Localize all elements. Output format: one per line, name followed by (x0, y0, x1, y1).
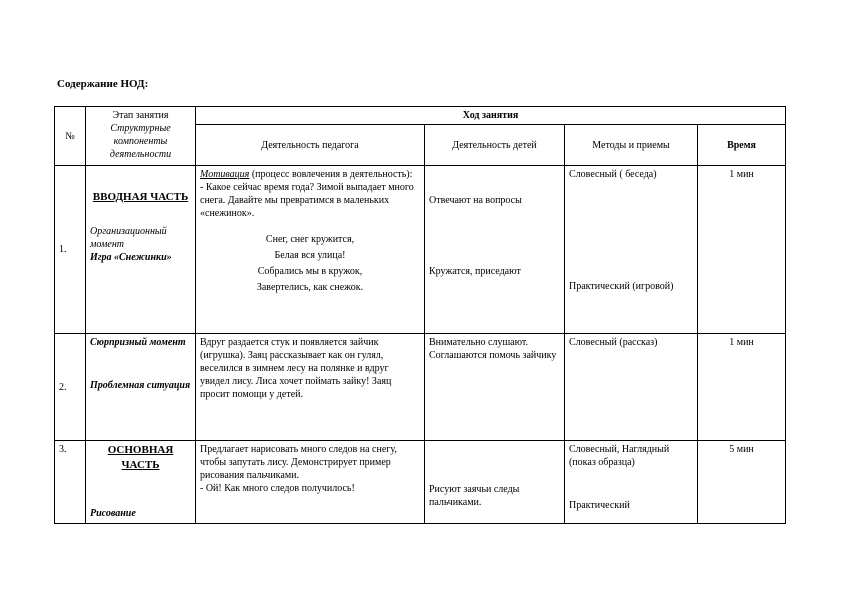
header-children: Деятельность детей (425, 125, 565, 166)
time-cell: 1 мин (698, 166, 786, 334)
teacher-cell (196, 166, 425, 334)
header-num: № (55, 107, 86, 166)
motivation-rest: (процесс вовлечения в деятельность): (249, 169, 413, 180)
time-cell: 1 мин (698, 334, 786, 441)
methods-text: Практический (игровой) (569, 281, 674, 292)
children-text: Кружатся, приседают (429, 266, 521, 277)
motivation-label: Мотивация (200, 169, 250, 180)
header-stage-sub: Структурные компоненты деятельности (109, 123, 172, 160)
teacher-text2: - Ой! Как много следов получилось! (200, 483, 355, 494)
stage-cell (86, 441, 196, 524)
stage-sub2: Игра «Снежинки» (90, 252, 172, 263)
poem-line: Снег, снег кружится, (265, 234, 355, 245)
table-row (55, 441, 786, 524)
methods-cell (565, 441, 698, 524)
stage-sub2: Проблемная ситуация (90, 380, 191, 391)
table-row (55, 334, 786, 441)
row-num: 2. (55, 334, 86, 441)
children-cell (425, 166, 565, 334)
teacher-motivation (200, 168, 420, 181)
poem-line: Завертелись, как снежок. (256, 282, 364, 293)
stage-sub: Организационный момент (90, 226, 167, 250)
stage-title: ОСНОВНАЯ ЧАСТЬ (107, 444, 174, 471)
lesson-table (54, 106, 786, 524)
header-stage-title: Этап занятия (112, 110, 169, 121)
children-text: Рисуют заячьи следы пальчиками. (429, 484, 520, 508)
children-cell: Внимательно слушают. Соглашаются помочь зайчику (425, 334, 565, 441)
methods-text: Словесный, Наглядный (показ образца) (569, 444, 670, 468)
methods-text: Практический (569, 500, 630, 511)
teacher-text: - Какое сейчас время года? Зимой выпадает много снега. Давайте мы превратимся в маленьких «снежинок». (200, 182, 414, 219)
header-teacher: Деятельность педагога (196, 125, 425, 166)
header-time: Время (698, 125, 786, 166)
table-row (55, 166, 786, 334)
row-num: 3. (55, 441, 86, 524)
poem (200, 232, 420, 296)
teacher-text: Предлагает нарисовать много следов на снегу, чтобы запутать лису. Демонстрирует пример рисования пальчиками. (200, 444, 397, 481)
teacher-cell (196, 441, 425, 524)
header-stage (86, 107, 196, 166)
stage-title: ВВОДНАЯ ЧАСТЬ (92, 191, 189, 203)
stage-cell (86, 166, 196, 334)
children-cell (425, 441, 565, 524)
children-text: Отвечают на вопросы (429, 195, 522, 206)
table-header-row (55, 107, 786, 125)
teacher-cell: Вдруг раздается стук и появляется зайчик (игрушка). Заяц рассказывает как он гулял, веселился в зимнем лесу на полянке и вдруг увидел лису. Лиса хочет поймать зайку! Заяц просит помощи у детей. (196, 334, 425, 441)
methods-text: Словесный ( беседа) (569, 169, 657, 180)
stage-cell (86, 334, 196, 441)
poem-line: Собрались мы в кружок, (257, 266, 363, 277)
row-num: 1. (55, 166, 86, 334)
methods-cell (565, 166, 698, 334)
stage-sub: Рисование (90, 508, 136, 519)
header-course: Ход занятия (196, 107, 786, 125)
poem-line: Белая вся улица! (274, 250, 346, 261)
stage-sub: Сюрпризный момент (90, 337, 186, 348)
time-cell: 5 мин (698, 441, 786, 524)
page-title: Содержание НОД: (57, 78, 149, 90)
methods-cell: Словесный (рассказ) (565, 334, 698, 441)
header-methods: Методы и приемы (565, 125, 698, 166)
